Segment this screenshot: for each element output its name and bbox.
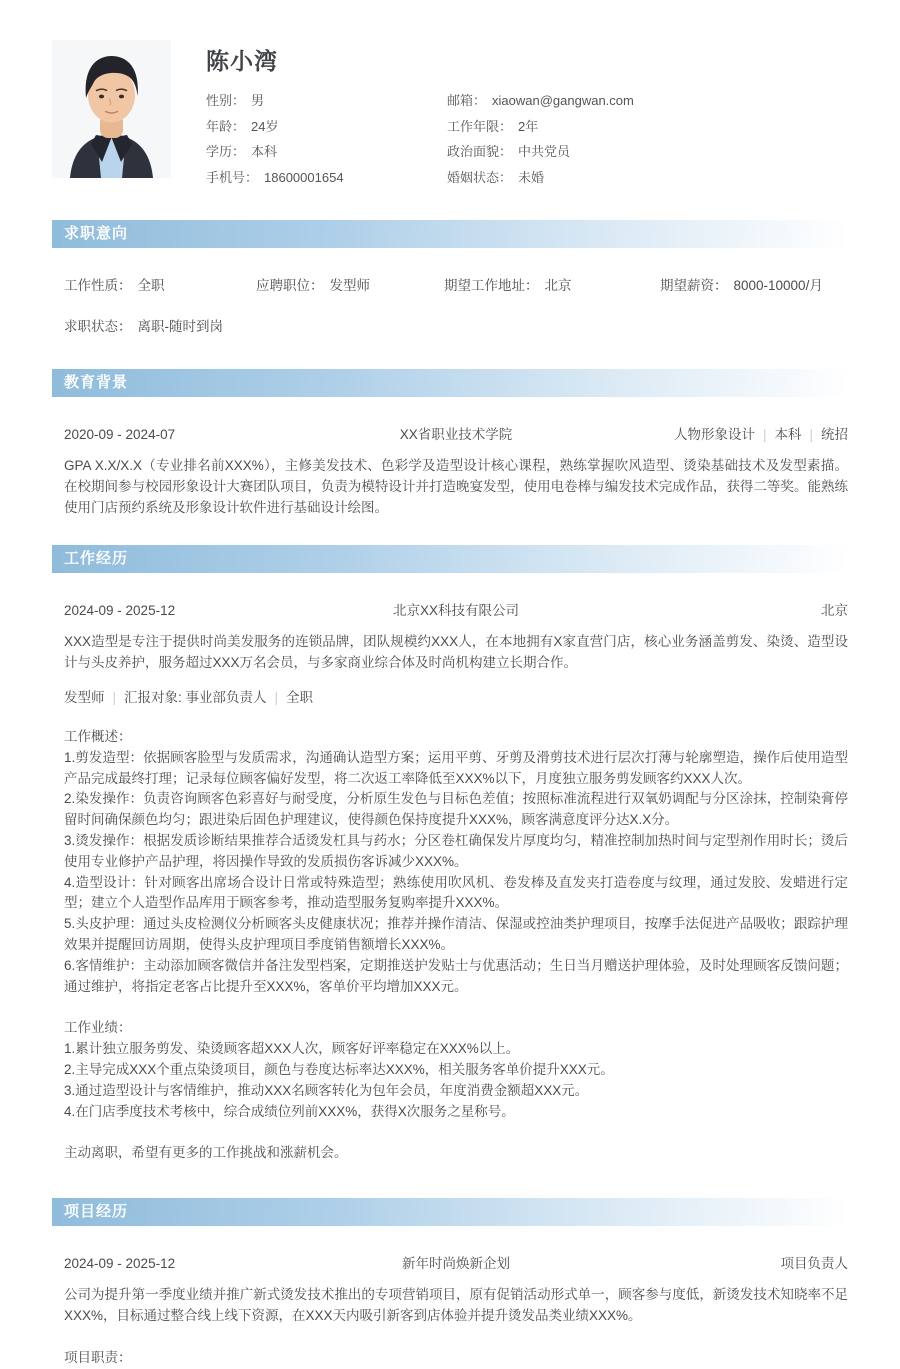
education-degree: 本科 [774, 427, 802, 442]
basic-info-right-column [447, 88, 848, 190]
project-description: 公司为提升第一季度业绩并推广新式烫发技术推出的专项营销项目，原有促销活动形式单一，顾客参与度低，新烫发技术知晓率不足XXX%，目标通过整合线上线下资源，在XXX天内吸引新客到店体验并提升烫发品类业绩XXX%。 [64, 1287, 848, 1323]
work-entry-row [64, 599, 848, 619]
separator: | [809, 427, 813, 442]
work-overview-item: 3.烫发操作：根据发质诊断结果推荐合适烫发杠具与药水；分区卷杠确保发片厚度均匀，精准控制加热时间与定型剂作用时长；烫后使用专业修护产品护理，将因操作导致的发质损伤客诉减少XXX%。 [64, 832, 848, 869]
info-phone: 手机号： 18600001654 [206, 169, 344, 185]
basic-info-left-column [206, 88, 447, 190]
project-entry-row [64, 1252, 848, 1272]
work-achievement-label: 工作业绩： [64, 1020, 132, 1036]
job-intent-body [52, 274, 848, 335]
work-body [52, 599, 848, 1164]
work-date: 2024-09 - 2025-12 [64, 603, 176, 619]
intent-work-type: 工作性质： 全职 [64, 278, 165, 293]
project-duty-label: 项目职责： [64, 1349, 132, 1365]
info-marital-status: 婚姻状态： 未婚 [447, 169, 545, 185]
intent-status: 求职状态： 离职-随时到岗 [64, 319, 223, 334]
section-title-education: 教育背景 [52, 369, 848, 397]
section-job-intent [52, 220, 848, 335]
work-overview-item: 2.染发操作：负责咨询顾客色彩喜好与耐受度，分析原生发色与目标色差值；按照标准流程进行双氧奶调配与分区涂抹，控制染膏停留时间确保颜色均匀；跟进染后固色护理建议，使得颜色保持度提升XXX%，顾客满意度评分达X.X分。 [64, 791, 848, 828]
info-gender: 性别： 男 [206, 93, 265, 108]
education-tags [603, 423, 848, 443]
info-experience-years: 工作年限： 2年 [447, 118, 539, 134]
work-leave-reason: 主动离职，希望有更多的工作挑战和涨薪机会。 [64, 1145, 348, 1161]
info-age: 年龄： 24岁 [206, 118, 279, 134]
work-achievement-item: 1.累计独立服务剪发、染烫顾客超XXX人次，顾客好评率稳定在XXX%以上。 [64, 1041, 520, 1057]
work-overview-label: 工作概述： [64, 728, 132, 744]
work-company: 北京XX科技有限公司 [392, 603, 519, 619]
work-location: 北京 [821, 603, 848, 619]
separator: | [762, 427, 767, 442]
section-title-job-intent: 求职意向 [52, 220, 848, 248]
project-date: 2024-09 - 2025-12 [64, 1256, 176, 1272]
work-overview-item: 1.剪发造型：依据顾客脸型与发质需求，沟通确认造型方案；运用平剪、牙剪及滑剪技术进行层次打薄与轮廓塑造，操作后使用造型产品完成最终打理；记录每位顾客偏好发型，将二次返工率降低至XXX%以下，月度独立服务剪发顾客约XXX人次。 [64, 749, 848, 786]
education-entry-row [64, 423, 848, 443]
education-major: 人物形象设计 [673, 427, 755, 442]
section-title-project-experience: 项目经历 [52, 1198, 848, 1226]
work-role-line [64, 686, 848, 706]
profile-photo [52, 40, 171, 178]
work-overview-item: 6.客情维护：主动添加顾客微信并备注发型档案，定期推送护发贴士与优惠活动；生日当月赠送护理体验，及时处理顾客反馈问题；通过维护，将指定老客占比提升至XXX%，客单价平均增加XXX元。 [64, 957, 848, 994]
header-info [206, 40, 848, 190]
section-project-experience [52, 1198, 848, 1368]
work-overview-item: 5.头皮护理：通过头皮检测仪分析顾客头皮健康状况；推荐并操作清洁、保湿或控油类护理项目，按摩手法促进产品吸收；跟踪护理效果并提醒回访周期，使得头皮护理项目季度销售额增长XXX%。 [64, 916, 848, 952]
section-title-work-experience: 工作经历 [52, 545, 848, 573]
section-work-experience [52, 545, 848, 1164]
project-role: 项目负责人 [780, 1256, 848, 1272]
separator: | [274, 689, 279, 705]
info-political-status: 政治面貌： 中共党员 [447, 144, 571, 159]
education-date: 2020-09 - 2024-07 [64, 427, 176, 442]
section-education [52, 369, 848, 518]
education-body [52, 423, 848, 518]
education-description: GPA X.X/X.X（专业排名前XXX%），主修美发技术、色彩学及造型设计核心课程，熟练掌握吹风造型、烫染基础技术及发型素描。在校期间参与校园形象设计大赛团队项目，负责为模特设计并打造晚宴发型，使用电卷棒与编发技术完成作品，获得二等奖。能熟练使用门店预约系统及形象设计软件进行基础设计绘图。 [64, 458, 848, 515]
work-achievements-block [64, 1018, 848, 1122]
education-admission-type: 统招 [821, 427, 848, 442]
education-school: XX省职业技术学院 [399, 427, 513, 442]
separator: | [112, 689, 117, 705]
basic-info-grid [206, 88, 848, 190]
info-email: 邮箱： xiaowan@gangwan.com [447, 93, 634, 108]
work-achievement-item: 4.在门店季度技术考核中，综合成绩位列前XXX%，获得X次服务之星称号。 [64, 1103, 515, 1119]
info-degree: 学历： 本科 [206, 144, 278, 159]
intent-position: 应聘职位： 发型师 [256, 278, 370, 293]
project-name: 新年时尚焕新企划 [402, 1256, 510, 1272]
candidate-name: 陈小湾 [206, 48, 278, 74]
work-position: 发型师 [64, 689, 105, 705]
work-achievement-item: 2.主导完成XXX个重点染烫项目，颜色与卷度达标率达XXX%，相关服务客单价提升XXX元。 [64, 1061, 614, 1077]
job-intent-row-1 [64, 274, 848, 294]
project-body [52, 1252, 848, 1368]
intent-salary: 期望薪资： 8000-10000/月 [660, 278, 823, 293]
work-job-type: 全职 [286, 689, 314, 705]
company-description: XXX造型是专注于提供时尚美发服务的连锁品牌，团队规模约XXX人，在本地拥有X家直营门店，核心业务涵盖剪发、染烫、造型设计与头皮养护，服务超过XXX万名会员，与多家商业综合体及时尚机构建立长期合作。 [64, 634, 848, 671]
work-overview-block [64, 727, 848, 997]
work-report-to: 汇报对象: 事业部负责人 [124, 689, 267, 705]
resume-header [52, 40, 848, 190]
work-achievement-item: 3.通过造型设计与客情维护，推动XXX名顾客转化为包年会员，年度消费金额超XXX元。 [64, 1082, 589, 1098]
profile-photo-illustration [52, 40, 171, 178]
job-intent-row-2 [64, 315, 848, 335]
work-overview-item: 4.造型设计：针对顾客出席场合设计日常或特殊造型；熟练使用吹风机、卷发棒及直发夹打造卷度与纹理，通过发胶、发蜡进行定型；建立个人造型作品库用于顾客参考，推动造型服务复购率提升XXX%。 [64, 874, 848, 911]
intent-location: 期望工作地址： 北京 [444, 278, 572, 293]
